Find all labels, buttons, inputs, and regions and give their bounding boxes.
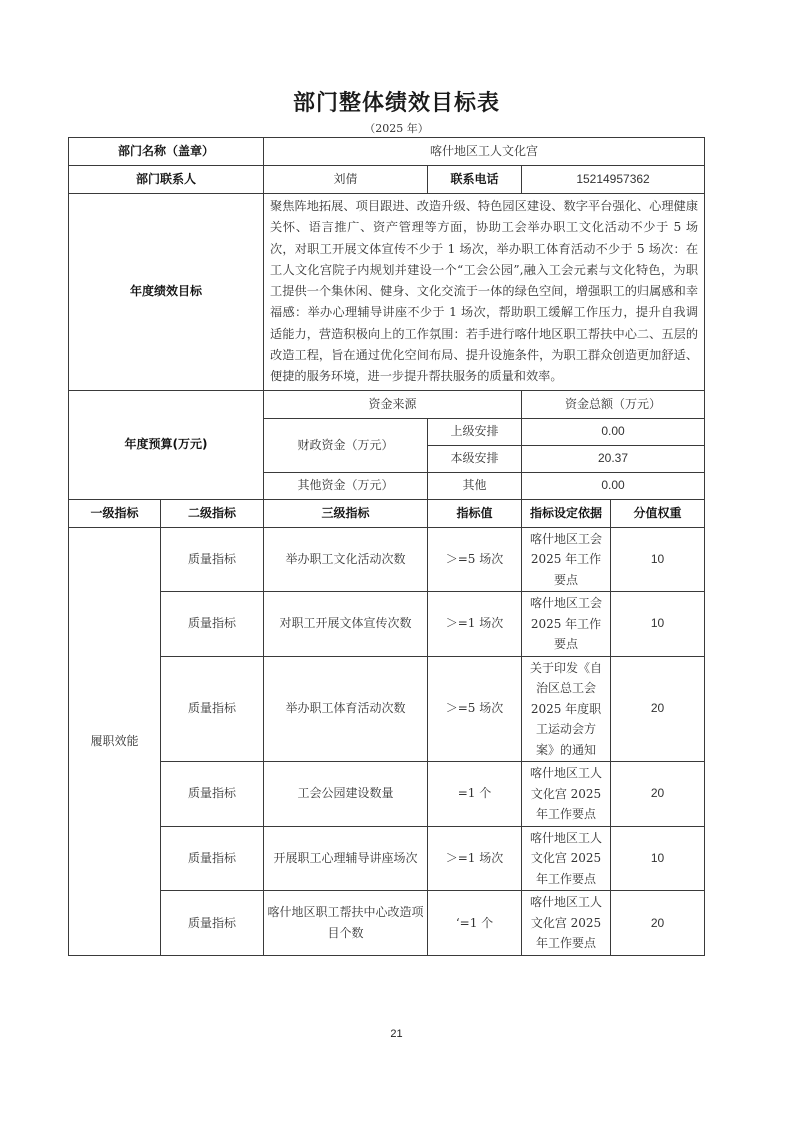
table-row [69,826,705,891]
weight-cell: 10 [611,826,705,891]
value-cell: ＞=5 场次 [428,527,522,592]
phone-value: 15214957362 [522,166,705,194]
superior-value: 0.00 [522,418,705,445]
table-row [69,891,705,956]
budget-header-row [69,390,705,418]
level3-cell: 对职工开展文体宣传次数 [264,592,428,657]
annual-goal-label: 年度绩效目标 [69,194,264,391]
value-cell: ＞=5 场次 [428,656,522,762]
level2-cell: 质量指标 [161,891,264,956]
value-cell: ‘=1 个 [428,891,522,956]
header-basis: 指标设定依据 [522,499,611,527]
basis-cell: 喀什地区工人文化宫 2025 年工作要点 [522,891,611,956]
level3-cell: 喀什地区职工帮扶中心改造项目个数 [264,891,428,956]
dept-name-row [69,138,705,166]
fiscal-fund-label: 财政资金（万元） [264,418,428,472]
basis-cell: 喀什地区工会 2025 年工作要点 [522,527,611,592]
dept-name-value: 喀什地区工人文化宫 [264,138,705,166]
weight-cell: 20 [611,656,705,762]
year-subtitle: （2025 年） [364,122,429,135]
fund-total-header: 资金总额（万元） [522,390,705,418]
level3-cell: 举办职工文化活动次数 [264,527,428,592]
level3-cell: 工会公园建设数量 [264,762,428,827]
basis-cell: 喀什地区工人文化宫 2025 年工作要点 [522,762,611,827]
contact-row [69,166,705,194]
page-title: 部门整体绩效目标表 [292,91,500,116]
indicator-header-row [69,499,705,527]
header-level2: 二级指标 [161,499,264,527]
weight-cell: 10 [611,527,705,592]
level2-cell: 质量指标 [161,527,264,592]
budget-label: 年度预算(万元) [69,390,264,499]
value-cell: ＞=1 场次 [428,592,522,657]
value-cell: ＞=1 场次 [428,826,522,891]
header-weight: 分值权重 [611,499,705,527]
basis-cell: 关于印发《自治区总工会 2025 年度职工运动会方案》的通知 [522,656,611,762]
table-row [69,527,705,592]
level3-cell: 举办职工体育活动次数 [264,656,428,762]
level2-cell: 质量指标 [161,762,264,827]
level1-cell: 履职效能 [69,527,161,956]
other-sub-label: 其他 [428,472,522,499]
contact-value: 刘倩 [264,166,428,194]
header-value: 指标值 [428,499,522,527]
annual-goal-row [69,194,705,391]
annual-goal-text: 聚焦阵地拓展、项目跟进、改造升级、特色园区建设、数字平台强化、心理健康关怀、语言推广、资产管理等方面，协助工会举办职工文化活动不少于 5 场次，对职工开展文体宣传不少于 1 场次，举办职工体育活动不少于 5 场次：在工人文化宫院子内规划并建设一个“工会公园”,融入工会元素与文化特色，为职工提供一个集休闲、健身、文化交流于一体的绿色空间，增强职工的归属感和幸福感：举办心理辅导讲座不少于 1 场次，帮助职工缓解工作压力，提升自我调适能力，营造积极向上的工作氛围：若手进行喀什地区职工帮扶中心二、五层的改造工程，旨在通过优化空间布局、提升设施条件，为职工群众创造更加舒适、便捷的服务环境，进一步提升帮扶服务的质量和效率。 [264,194,705,391]
weight-cell: 20 [611,891,705,956]
local-value: 20.37 [522,445,705,472]
level2-cell: 质量指标 [161,592,264,657]
dept-name-label: 部门名称（盖章） [69,138,264,166]
other-fund-label: 其他资金（万元） [264,472,428,499]
contact-label: 部门联系人 [69,166,264,194]
header-level1: 一级指标 [69,499,161,527]
page-number: 21 [390,1028,403,1040]
performance-goal-table [68,137,705,956]
weight-cell: 20 [611,762,705,827]
table-row [69,592,705,657]
weight-cell: 10 [611,592,705,657]
value-cell: =1 个 [428,762,522,827]
other-value: 0.00 [522,472,705,499]
superior-label: 上级安排 [428,418,522,445]
fund-source-header: 资金来源 [264,390,522,418]
level3-cell: 开展职工心理辅导讲座场次 [264,826,428,891]
level2-cell: 质量指标 [161,826,264,891]
table-row [69,656,705,762]
local-label: 本级安排 [428,445,522,472]
basis-cell: 喀什地区工人文化宫 2025 年工作要点 [522,826,611,891]
phone-label: 联系电话 [428,166,522,194]
basis-cell: 喀什地区工会 2025 年工作要点 [522,592,611,657]
header-level3: 三级指标 [264,499,428,527]
table-row [69,762,705,827]
level2-cell: 质量指标 [161,656,264,762]
